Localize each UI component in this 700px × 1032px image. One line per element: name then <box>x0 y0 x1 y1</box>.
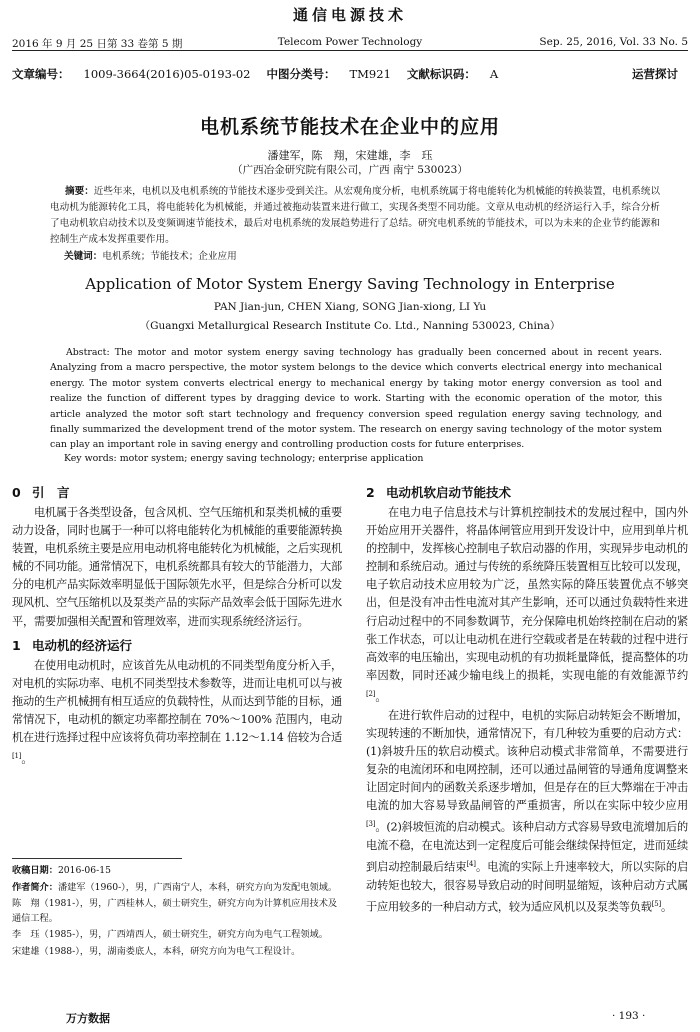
abstract-en-label: Abstract: <box>66 347 115 358</box>
authors-cn: 潘建军，陈 翔，宋建雄，李 珏 <box>267 149 433 162</box>
section-1-tail: 。 <box>21 752 33 766</box>
section-2-p1-text: 在电力电子信息技术与计算机控制技术的发展过程中，国内外开始应用开关器件，将晶体闸管应用到开发设计中，应用到单片机的控制中，发挥核心控制电子软启动器的作用，实现异步电动机的控制和系统启动。通过与传统的系统降压装置相互比较可以发现，电子软启动技术应用较为广泛，虽然实际的降压装置优点不够突出，但是没有冲击性电流对其产生影响，还可以通过负载特性来进行启动过程中的不同参数调节，充分保障电机始终控制在启动的紧张工作状态，可以让电动机在进行空载或者是在转载的过程中进行高效率的电压输出，实现电动机的有功损耗量降低，提高整体的功率因数，同时还减少输电线上的损耗，实现电能的有效能源节约 <box>366 506 688 682</box>
section-tag: 运营探讨 <box>632 67 678 81</box>
page-number: · 193 · <box>612 1010 646 1022</box>
section-1-paragraph <box>12 657 342 769</box>
section-1-num: 1 <box>12 637 21 653</box>
header-journal-name: Telecom Power Technology <box>277 36 423 48</box>
citation-2[interactable]: [2] <box>366 689 376 698</box>
section-1-title: 电动机的经济运行 <box>32 637 133 653</box>
authors-en: PAN Jian-jun, CHEN Xiang, SONG Jian-xiong, LI Yu <box>213 301 487 313</box>
page-title: 电机系统节能技术在企业中的应用 <box>199 116 500 138</box>
abstract-cn <box>50 184 660 248</box>
section-2-heading <box>366 482 688 504</box>
section-2-p2-end: 。 <box>661 900 673 914</box>
journal-logo: 通信电源技术 <box>292 6 407 24</box>
article-no: 1009-3664(2016)05-0193-02 <box>83 67 251 81</box>
section-2-p2-text: 在进行软件启动的过程中，电机的实际启动转矩会不断增加，实现转速的不断加快，通常情况下，有几种较为重要的启动方式：(1)斜坡升压的软启动模式。该种启动模式非常简单，不需要进行复杂的电流闭环和电网控制，还可以通过晶闸管的导通角度调整来让固定时间内的函数关系逐步增加，但是存在的巨大弊端在于冲击电流的加大容易导致晶闸管的严重损害，所以在实际中较少应用 <box>366 708 688 813</box>
author-bio-2: 陈 翔（1981-），男，广西桂林人，硕士研究生，研究方向为计算机应用技术及通信工程。 <box>12 898 338 924</box>
bio-1-text: 潘建军（1960-），男，广西南宁人，本科，研究方向为发配电领域。 <box>57 881 338 893</box>
citation-5[interactable]: [5] <box>651 900 662 909</box>
keywords-cn-text: 电机系统；节能技术；企业应用 <box>102 251 237 262</box>
section-1-text: 在使用电动机时，应该首先从电动机的不同类型角度分析入手，对电机的实际功率、电机不同类型技术参数等，进而让电机可以与被拖动的生产机械拥有相互适应的负载特性，从而达到节能的目标，通常情况下，电动机的额定功率都控制在 70%～100% 范围内，电动机在进行选择过程中应该将负荷功率控制在 1.12～1.14 倍较为合适 <box>12 658 342 745</box>
section-0-num: 0 <box>12 485 21 500</box>
keywords-en-label: Key words: <box>64 453 120 464</box>
clc-label: 中图分类号： <box>266 67 336 81</box>
citation-4[interactable]: [4] <box>466 860 476 869</box>
section-2-title: 电动机软启动节能技术 <box>386 485 512 500</box>
section-2-num: 2 <box>366 485 375 500</box>
article-no-label: 文章编号： <box>12 67 70 81</box>
footnotes <box>12 864 342 961</box>
doc-code-label: 文献标识码： <box>406 67 476 81</box>
footnote-rule <box>12 858 182 859</box>
section-2-paragraph-2 <box>366 707 688 917</box>
affiliation-cn: （广西冶金研究院有限公司，广西 南宁 530023） <box>232 164 468 176</box>
section-2-paragraph-1 <box>366 504 688 707</box>
author-bio-3: 李 珏（1985-），男，广西靖西人，硕士研究生，研究方向为电气工程领域。 <box>12 929 328 940</box>
abstract-cn-label: 摘要： <box>65 186 94 197</box>
section-2-p2-mid: 。(2)斜坡恒流的启动模式。该种启动方式容易导致电流增加后的电流不稳，在电流达到一定程度后可能会继续保持恒定，进而延续到启动控制最后结束 <box>366 821 688 874</box>
author-bio-4: 宋建雄（1988-），男，湖南娄底人，本科，研究方向为电气工程设计。 <box>12 945 301 957</box>
section-2-p1-tail: 。 <box>375 690 387 704</box>
header-rule <box>12 50 688 51</box>
doc-code-value: A <box>489 67 499 81</box>
abstract-en-text: The motor and motor system energy saving technology has gradually been concerned about in recent years. Analyzing from a macro perspective, the motor system belongs to the device which converts electrical energy into mechanical energy. The motor system converts electrical energy to mechanical energy by taking motor energy conversion as tool and realize the function of different types by dragging device to work. Starting with the economic operation of the motor, this article analyzed the motor soft start technology and frequency conversion speed regulation energy saving technology, and finally summarized the development trend of the motor system. The research on energy saving technology of the motor system can play an important role in saving energy and controlling production costs for future enterprises. <box>50 347 662 451</box>
section-0-title: 引 言 <box>32 485 70 500</box>
clc-value: TM921 <box>349 67 391 81</box>
section-0-heading <box>12 482 342 504</box>
author-bio-1 <box>12 881 342 896</box>
bio-label: 作者简介： <box>12 881 58 893</box>
abstract-cn-text: 近些年来，电机以及电机系统的节能技术逐步受到关注。从宏观角度分析，电机系统属于将电能转化为机械能的转换装置，电机系统以电动机为能源转化工具，将电能转化为机械能，并通过被拖动装置来进行做工，实现各类型不同功能。文章从电动机的经济运行入手，综合分析了电动机软启动技术以及变频调速节能技术，最后对电机系统的发展趋势进行了总结。研究电机系统的节能技术，可以为未来的企业节约能源和控制生产成本发挥重要作用。 <box>50 186 661 245</box>
received-value: 2016-06-15 <box>57 865 111 876</box>
header-issue: 2016 年 9 月 25 日第 33 卷第 5 期 <box>12 38 183 50</box>
keywords-en <box>64 453 662 464</box>
column-right <box>366 482 688 917</box>
section-0-paragraph: 电机属于各类型设备，包含风机、空气压缩机和泵类机械的重要动力设备，同时也属于一种可以将电能转化为机械能的重要能源转换装置，电机系统主要是应用电动机将电能转化为机械能，之后实现机械的不同功能。通常情况下，电机系统都具有较大的节能潜力，大部分的电机产品实际效率明显低于国际领先水平，但是综合分析可以发现风机、空气压缩机以及泵类产品的实际产品效率会低于国际先进水平，需要加强相关配置和管理效率，进而实现系统经济运行。 <box>12 506 342 628</box>
watermark: 万方数据 <box>66 1012 110 1025</box>
keywords-en-text: motor system; energy saving technology; enterprise application <box>119 453 424 464</box>
header-date: Sep. 25, 2016, Vol. 33 No. 5 <box>539 36 688 48</box>
section-1-heading <box>12 635 342 657</box>
affiliation-en: （Guangxi Metallurgical Research Institute Co. Ltd., Nanning 530023, China） <box>139 320 561 332</box>
section-2-p2-tail: 。电流的实际上升速率较大，所以实际的启动转矩也较大，很容易导致启动的时间明显缩短，该种启动方式属于应用较多的一种启动方式，较为适应风机以及泵类等负载 <box>366 860 689 914</box>
keywords-cn <box>64 248 660 262</box>
title-en: Application of Motor System Energy Saving Technology in Enterprise <box>85 275 615 293</box>
citation-3[interactable]: [3] <box>366 820 376 829</box>
received-label: 收稿日期： <box>12 865 58 876</box>
keywords-cn-label: 关键词： <box>64 251 103 262</box>
column-left <box>12 482 342 769</box>
abstract-en <box>50 345 662 453</box>
citation-1[interactable]: [1] <box>12 752 22 761</box>
received-date <box>12 864 342 879</box>
article-meta <box>12 66 510 82</box>
